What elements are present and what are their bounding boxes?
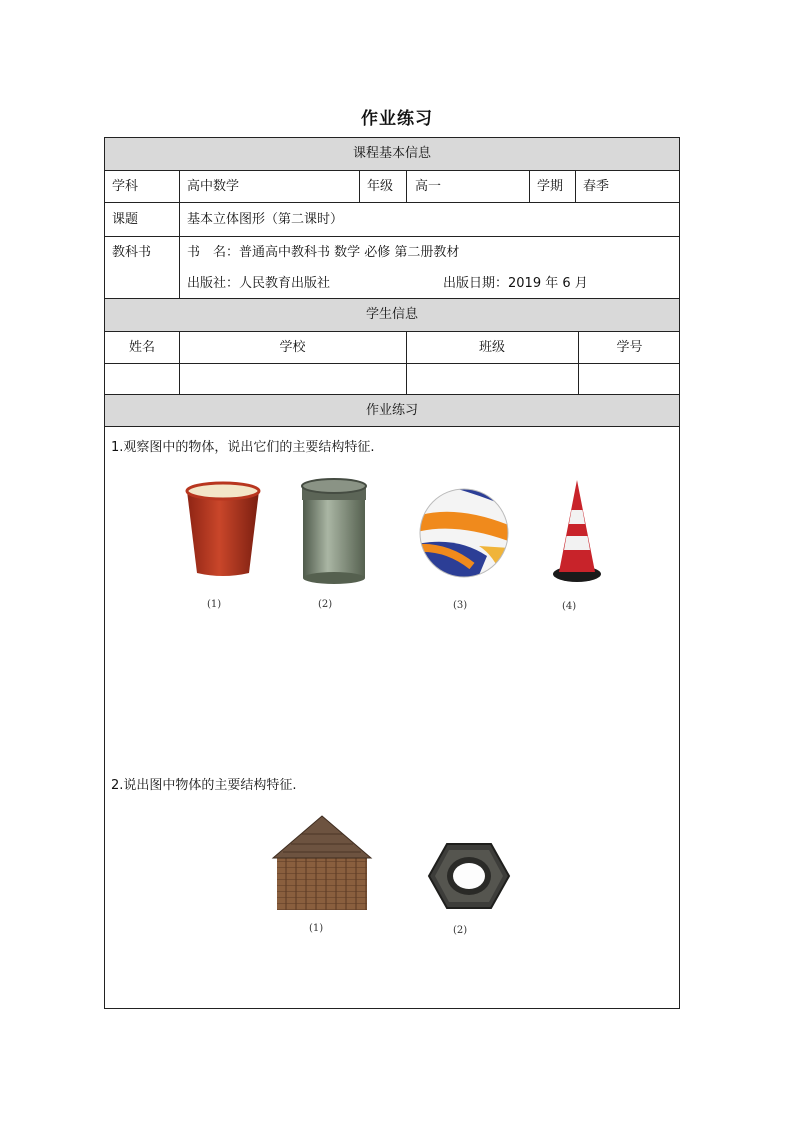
question-2-text: 2.说出图中物体的主要结构特征. <box>111 778 297 793</box>
term-value: 春季 <box>583 179 610 194</box>
page-title: 作业练习 <box>361 109 433 129</box>
q1-caption-2: (2) <box>318 599 333 610</box>
grade-value: 高一 <box>415 179 442 194</box>
worksheet-table <box>104 137 680 1009</box>
student-info-header-label: 学生信息 <box>365 307 418 322</box>
question-1-text: 1.观察图中的物体，说出它们的主要结构特征. <box>111 440 375 455</box>
hut-icon <box>271 814 373 914</box>
publisher-line: 出版社：人民教育出版社 <box>187 276 331 291</box>
subject-label: 学科 <box>112 179 139 194</box>
grade-label: 年级 <box>367 179 394 194</box>
pub-date-line: 出版日期：2019 年 6 月 <box>443 276 588 291</box>
homework-header-label: 作业练习 <box>365 403 418 418</box>
term-label: 学期 <box>537 179 564 194</box>
cup-icon <box>183 481 263 581</box>
volleyball-icon <box>417 486 511 580</box>
traffic-cone-icon <box>551 478 603 584</box>
q1-caption-4: (4) <box>562 601 577 612</box>
homework-header <box>105 395 679 426</box>
topic-value: 基本立体图形（第二课时） <box>187 212 344 227</box>
course-info-header <box>105 138 679 170</box>
student-info-header <box>105 299 679 331</box>
student-col-name: 姓名 <box>128 340 155 355</box>
tin-can-icon <box>299 478 369 586</box>
q1-caption-1: (1) <box>207 599 222 610</box>
student-col-class: 班级 <box>478 340 505 355</box>
hex-nut-icon <box>427 842 511 910</box>
topic-label: 课题 <box>112 212 139 227</box>
course-info-header-label: 课程基本信息 <box>352 146 431 161</box>
q1-caption-3: (3) <box>453 600 468 611</box>
student-col-school: 学校 <box>279 340 306 355</box>
textbook-label: 教科书 <box>112 245 152 260</box>
subject-value: 高中数学 <box>187 179 240 194</box>
student-col-id: 学号 <box>616 340 643 355</box>
q2-caption-1: (1) <box>309 923 324 934</box>
q2-caption-2: (2) <box>453 925 468 936</box>
book-name-line: 书 名：普通高中教科书 数学 必修 第二册教材 <box>187 245 460 260</box>
